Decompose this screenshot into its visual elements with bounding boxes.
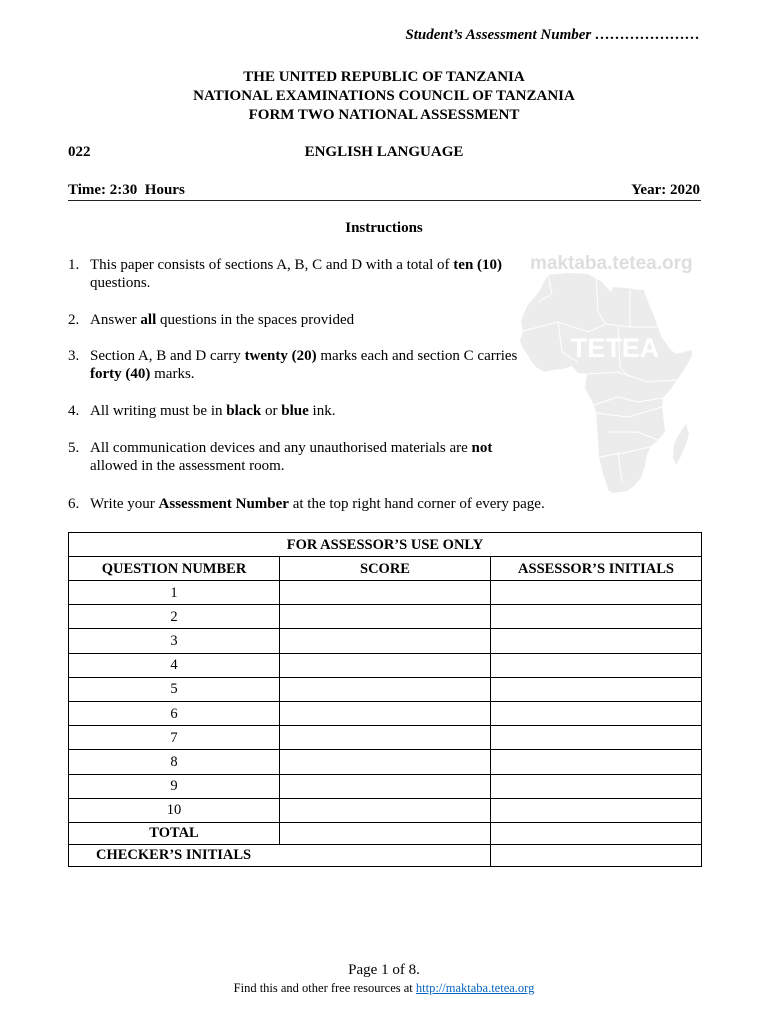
score-cell [280, 798, 491, 822]
table-header-row [69, 557, 702, 581]
instruction-item-2 [68, 311, 354, 329]
instruction-text-run: Answer [90, 312, 141, 328]
table-row [69, 774, 702, 798]
instruction-emphasis: twenty (20) [244, 348, 317, 364]
instruction-text-run: All communication devices and any unauthorised materials are [90, 440, 472, 456]
question-number-cell: 6 [69, 701, 280, 725]
resources-link[interactable]: http://maktaba.tetea.org [415, 981, 535, 995]
total-label: TOTAL [69, 822, 280, 844]
score-cell [280, 629, 491, 653]
instruction-text-run: at the top right hand corner of every page. [288, 496, 545, 512]
score-cell [280, 605, 491, 629]
resources-text: Find this and other free resources at [233, 981, 416, 995]
question-number-cell: 5 [69, 677, 280, 701]
score-cell [280, 750, 491, 774]
instruction-text-run: marks each and section C carries [316, 348, 518, 364]
instruction-text-run: allowed in the assessment room. [90, 458, 285, 474]
score-cell [280, 726, 491, 750]
column-header-score: SCORE [280, 557, 491, 581]
student-assessment-number-field: Student’s Assessment Number ………………… [405, 27, 700, 43]
instruction-emphasis: not [471, 440, 493, 456]
instruction-emphasis: Assessment Number [158, 496, 289, 512]
checker-row [69, 844, 702, 866]
question-number-cell: 10 [69, 798, 280, 822]
instruction-number: 5. [68, 440, 80, 456]
table-row [69, 701, 702, 725]
table-row [69, 605, 702, 629]
question-number-cell: 3 [69, 629, 280, 653]
assessor-initials-cell [491, 605, 702, 629]
page-number: Page 1 of 8. [348, 962, 420, 978]
instruction-emphasis: black [226, 403, 262, 419]
assessor-initials-cell [491, 774, 702, 798]
score-cell [280, 581, 491, 605]
instruction-emphasis: forty (40) [90, 366, 151, 382]
instruction-number: 3. [68, 348, 80, 364]
table-row [69, 629, 702, 653]
instruction-text [90, 256, 502, 292]
instruction-text-run: All writing must be in [90, 403, 227, 419]
instruction-item-3 [68, 347, 517, 383]
table-row [69, 653, 702, 677]
checker-initials-label: CHECKER’S INITIALS [69, 844, 491, 866]
score-cell [280, 701, 491, 725]
instruction-item-1 [68, 256, 502, 292]
instruction-text-run: Write your [90, 496, 159, 512]
total-score-cell [280, 822, 491, 844]
council-title: NATIONAL EXAMINATIONS COUNCIL OF TANZANIA [193, 88, 575, 104]
instruction-text-run: ink. [308, 403, 336, 419]
question-number-cell: 4 [69, 653, 280, 677]
table-title: FOR ASSESSOR’S USE ONLY [69, 533, 702, 557]
resources-line [0, 980, 768, 996]
instruction-item-5 [68, 439, 492, 475]
instructions-heading: Instructions [345, 220, 423, 236]
madagascar-shape [673, 424, 689, 465]
assessor-initials-cell [491, 677, 702, 701]
subject-code: 022 [68, 144, 91, 160]
assessor-initials-cell [491, 750, 702, 774]
instruction-number: 6. [68, 496, 80, 512]
instruction-text [90, 311, 354, 329]
assessor-initials-cell [491, 798, 702, 822]
africa-outline [520, 273, 692, 493]
instruction-text-run: This paper consists of sections A, B, C and D with a total of [90, 257, 454, 273]
instruction-text-run: or [261, 403, 282, 419]
watermark-site-text: maktaba.tetea.org [530, 253, 693, 274]
instruction-text [90, 495, 545, 513]
assessor-score-table [68, 532, 702, 867]
africa-map-watermark [518, 272, 694, 494]
instruction-text-run: questions in the spaces provided [156, 312, 355, 328]
instruction-emphasis: blue [281, 403, 309, 419]
column-header-question-number: QUESTION NUMBER [69, 557, 280, 581]
assessor-initials-cell [491, 581, 702, 605]
question-number-cell: 9 [69, 774, 280, 798]
watermark-logo-text: TETEA [570, 333, 660, 363]
exam-titles [0, 68, 768, 125]
score-cell [280, 653, 491, 677]
table-row [69, 798, 702, 822]
instruction-number: 4. [68, 403, 80, 419]
table-title-row [69, 533, 702, 557]
question-number-cell: 1 [69, 581, 280, 605]
question-number-cell: 7 [69, 726, 280, 750]
instruction-text-run: Section A, B and D carry [90, 348, 245, 364]
exam-year: Year: 2020 [631, 182, 700, 198]
assessor-initials-cell [491, 653, 702, 677]
country-title: THE UNITED REPUBLIC OF TANZANIA [243, 69, 525, 85]
instruction-number: 1. [68, 257, 80, 273]
assessment-title: FORM TWO NATIONAL ASSESSMENT [248, 107, 520, 123]
question-number-cell: 8 [69, 750, 280, 774]
instruction-emphasis: ten (10) [453, 257, 503, 273]
checker-initials-cell [491, 844, 702, 866]
instruction-number: 2. [68, 312, 80, 328]
assessor-initials-cell [491, 726, 702, 750]
table-row [69, 677, 702, 701]
instruction-emphasis: all [140, 312, 157, 328]
table-row [69, 726, 702, 750]
header-divider [68, 200, 701, 201]
column-header-assessor-initials: ASSESSOR’S INITIALS [491, 557, 702, 581]
instruction-text [90, 347, 517, 383]
subject-name: ENGLISH LANGUAGE [304, 144, 464, 160]
table-row [69, 581, 702, 605]
instruction-item-4 [68, 402, 335, 420]
total-initials-cell [491, 822, 702, 844]
exam-time: Time: 2:30 Hours [68, 182, 185, 198]
instruction-text-run: questions. [90, 275, 151, 291]
instruction-text-run: marks. [150, 366, 195, 382]
instruction-item-6 [68, 495, 545, 513]
assessor-initials-cell [491, 629, 702, 653]
score-cell [280, 677, 491, 701]
instruction-text [90, 439, 492, 475]
question-number-cell: 2 [69, 605, 280, 629]
score-cell [280, 774, 491, 798]
table-row [69, 750, 702, 774]
instruction-text [90, 402, 335, 420]
assessor-initials-cell [491, 701, 702, 725]
total-row [69, 822, 702, 844]
